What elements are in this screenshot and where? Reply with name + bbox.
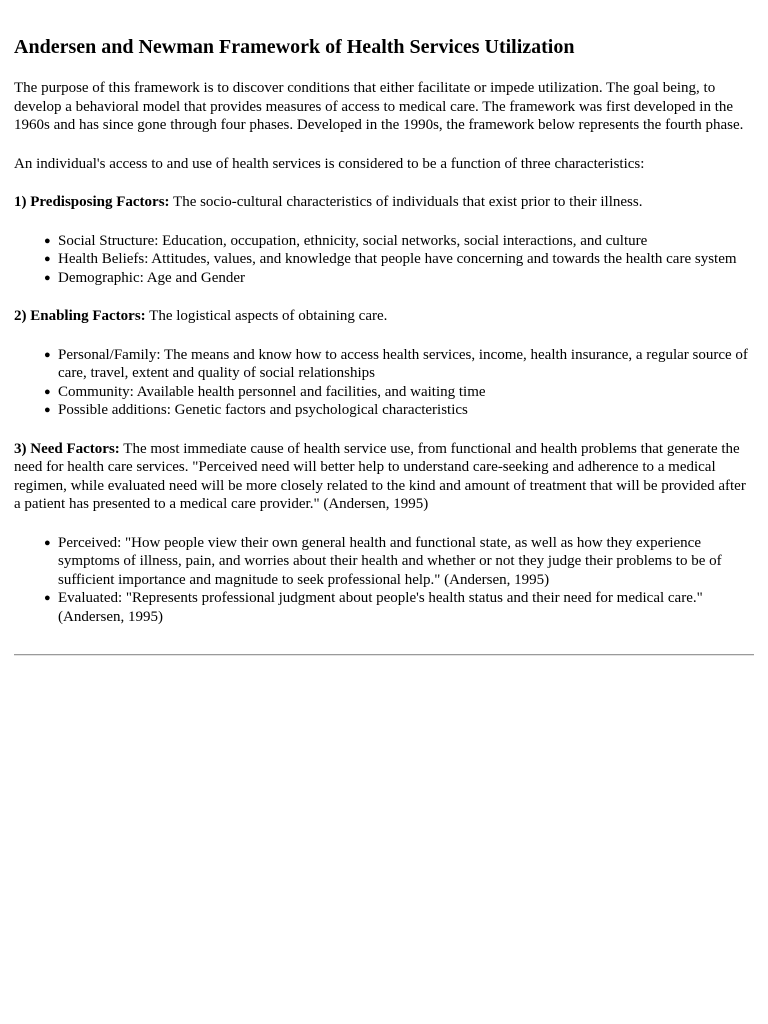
list-item: ● Community: Available health personnel and facilities, and waiting time (44, 383, 486, 400)
bullet-icon: ● (44, 536, 51, 549)
section-text: The most immediate cause of health service use, from functional and health problems that generate the need for health care services. "Perceived need will better help to understand care-seeking and adherence to a medical regimen, while evaluated need will be more closely related to the kind and amount of treatment that will be provided after a patient has presented to a medical care provider." (Andersen, 1995) (14, 440, 746, 512)
list-item: ● Evaluated: "Represents professional judgment about people's health status and their need for medical care." (Andersen, 1995) (44, 590, 703, 625)
section-heading: 2) Enabling Factors: (14, 308, 146, 324)
bullet-icon: ● (44, 348, 51, 361)
section-text: The logistical aspects of obtaining care. (145, 308, 388, 324)
bullet-icon: ● (44, 271, 51, 284)
bullet-icon: ● (44, 253, 51, 265)
section-heading: 1) Predisposing Factors: (14, 194, 170, 210)
list-item: ● Possible additions: Genetic factors and psychological characteristics (44, 402, 468, 418)
section-enabling (14, 307, 754, 326)
horizontal-divider (14, 654, 754, 656)
page-title: Andersen and Newman Framework of Health Services Utilization (14, 36, 575, 58)
bullet-list-need (14, 534, 754, 627)
list-item: ● Social Structure: Education, occupation, ethnicity, social networks, social interactions, and culture (44, 232, 648, 249)
bullet-icon: ● (44, 234, 51, 247)
list-item: ● Health Beliefs: Attitudes, values, and knowledge that people have concerning and towards the health care system (44, 251, 737, 267)
intro-paragraph: The purpose of this framework is to discover conditions that either facilitate or impede utilization. The goal being, to develop a behavioral model that provides measures of access to medical care. The framework was first developed in the 1960s and has since gone through four phases. Developed in the 1990s, the framework below represents the fourth phase. (14, 80, 744, 133)
section-predisposing (14, 193, 754, 212)
bullet-list-enabling (14, 346, 754, 420)
list-item: ● Demographic: Age and Gender (44, 269, 246, 286)
section-need (14, 440, 754, 514)
list-item: ● Personal/Family: The means and know how to access health services, income, health insurance, a regular source of care, travel, extent and quality of social relationships (44, 346, 748, 381)
bullet-icon: ● (44, 404, 51, 416)
list-item: ● Perceived: "How people view their own general health and functional state, as well as how they experience symptoms of illness, pain, and worries about their health and whether or not they judge their problems to be of sufficient importance and magnitude to seek professional help." (Andersen, 1995) (44, 534, 722, 588)
section-heading: 3) Need Factors: (14, 440, 120, 457)
lead-paragraph: An individual's access to and use of health services is considered to be a function of three characteristics: (14, 155, 645, 172)
bullet-list-predisposing (14, 232, 754, 288)
bullet-icon: ● (44, 385, 51, 398)
bullet-icon: ● (44, 592, 51, 604)
section-text: The socio-cultural characteristics of individuals that exist prior to their illness. (169, 194, 643, 210)
